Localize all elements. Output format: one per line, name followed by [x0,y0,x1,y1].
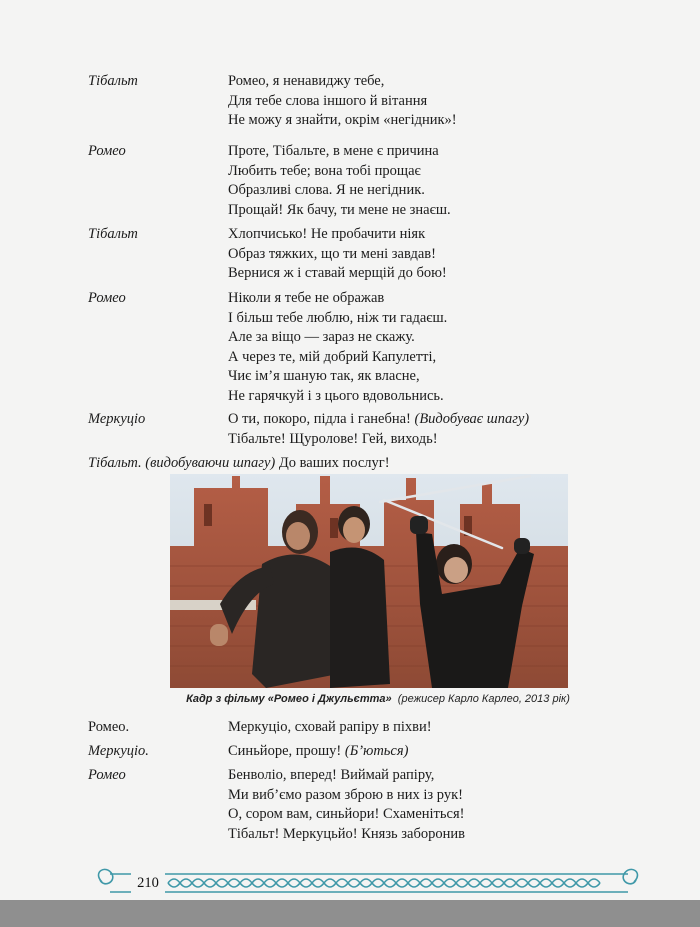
speech-line: А через те, мій добрий Капулетті, [228,348,437,365]
photo-caption [108,693,648,705]
caption-label: Кадр з фільму «Ромео і Джульєтта» [186,693,392,705]
speech-lines [228,225,447,289]
dialogue-entry [88,766,648,844]
stage-direction: (Б’ються) [344,743,409,759]
dialogue-bottom [88,718,648,844]
speaker-name: Тібальт [88,73,138,89]
speech-lines [228,289,447,410]
speaker-name: Меркуціо. [88,743,149,759]
speech-line: Любить тебе; вона тобі прощає [228,162,421,179]
speaker-name: Ромео. [88,719,130,735]
speaker-with-stage-direction: Тібальт. (видобуваючи шпагу) [88,455,276,471]
speech-text: Синьйоре, прошу! [228,743,342,759]
speech-lines [228,72,457,142]
speech-line: Тібальт! Меркуцьйо! Князь заборонив [228,825,465,842]
speech-line [228,410,529,430]
speech-line: Прощай! Як бачу, ти мене не знаєш. [228,201,451,218]
speech-line: Вернися ж і ставай мерщій до бою! [228,265,447,281]
speech-lines [228,718,432,742]
speech-line: Тібальте! Щуролове! Гей, виходь! [228,430,438,447]
speaker-name: Меркуціо [88,411,146,427]
speech-line: Ніколи я тебе не ображав [228,290,385,306]
speech-lines [228,742,408,766]
footer-ornament [88,862,648,902]
speech-line: Чиє ім’я шаную так, як власне, [228,368,420,384]
speech-line [228,742,408,762]
speech-text: До ваших послуг! [278,455,390,471]
speaker-name: Ромео [88,767,126,783]
speech-line: Не можу я знайти, окрім «негідник»! [228,112,457,128]
speech-line: Не гарячкуй і з цього вдовольнись. [228,387,444,404]
film-still-illustration [170,474,568,688]
speech-text: О ти, покоро, підла і ганебна! [228,411,411,427]
speaker-name: Ромео [88,143,126,159]
dialogue-entry [88,410,648,454]
speech-line: Бенволіо, вперед! Виймай рапіру, [228,767,435,783]
dialogue-entry [88,142,648,225]
speech-line: Хлопчисько! Не пробачити ніяк [228,226,426,242]
scan-bottom-strip [0,900,700,927]
caption-credit: (режисер Карло Карлео, 2013 рік) [397,693,570,705]
speech-line: І більш тебе люблю, ніж ти гадаєш. [228,309,448,326]
speech-line: Образ тяжких, що ти мені завдав! [228,245,436,262]
speech-line: Ромео, я ненавиджу тебе, [228,73,385,89]
speech-line: Проте, Тібальте, в мене є причина [228,143,439,159]
speech-lines [228,410,529,454]
dialogue-inline-entry [88,454,648,474]
dialogue-entry [88,225,648,289]
speech-line: Але за віщо — зараз не скажу. [228,329,415,345]
speaker-name: Тібальт [88,226,138,242]
speech-line: Ми виб’ємо разом зброю в них із рук! [228,786,463,803]
page-number: 210 [131,872,165,894]
speech-line: Меркуціо, сховай рапіру в піхви! [228,719,432,735]
stage-direction: (Видобуває шпагу) [414,411,530,427]
speech-lines [228,766,465,844]
speech-line: Образливі слова. Я не негідник. [228,182,425,198]
speech-line: О, сором вам, синьйори! Схаменіться! [228,806,465,822]
dialogue-entry [88,718,648,742]
speech-line: Для тебе слова іншого й вітання [228,92,428,109]
dialogue-top [88,72,648,474]
dialogue-entry [88,72,648,142]
dialogue-entry [88,742,648,766]
dialogue-entry [88,289,648,410]
speaker-name: Ромео [88,290,126,306]
film-still-photo [170,474,568,688]
speech-lines [228,142,451,225]
